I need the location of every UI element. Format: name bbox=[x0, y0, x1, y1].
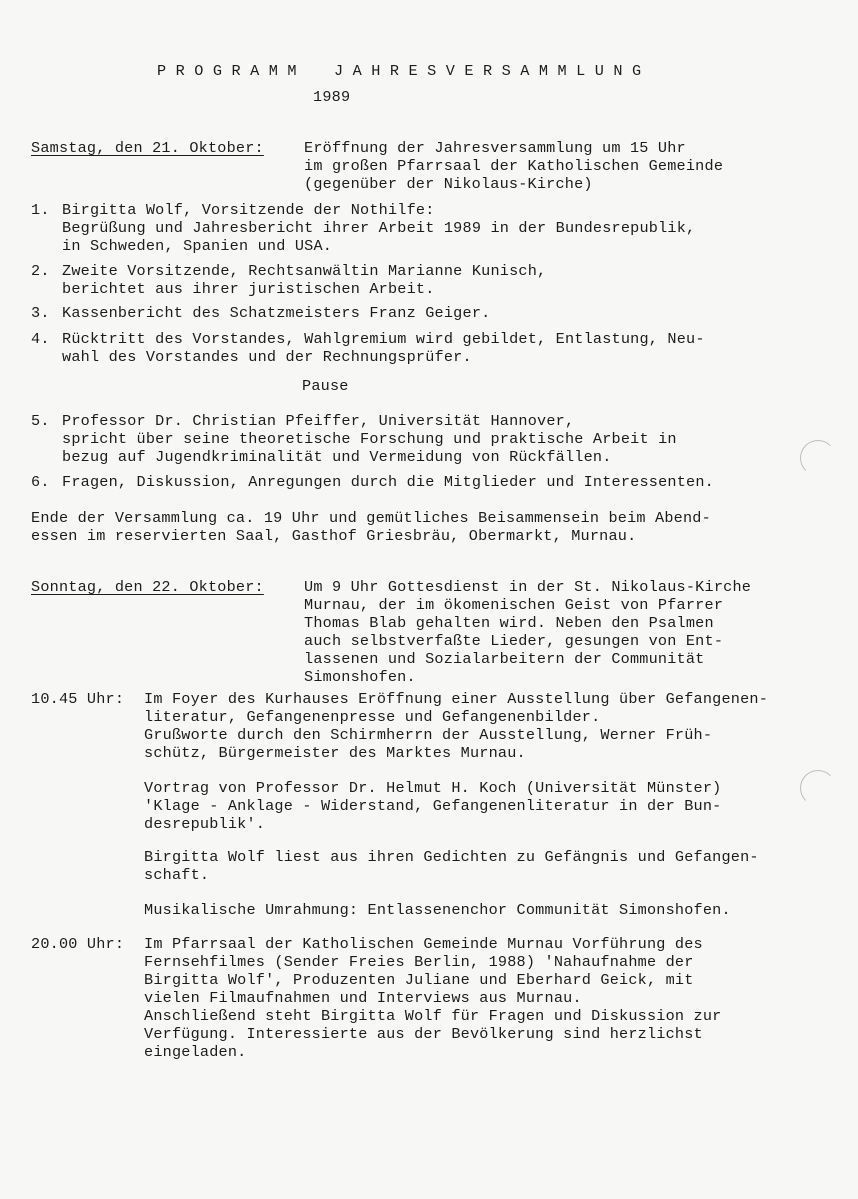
vortrag-line: desrepublik'. bbox=[144, 815, 266, 833]
item-line: wahl des Vorstandes und der Rechnungsprüfer. bbox=[62, 348, 472, 366]
item-number: 4. bbox=[31, 330, 50, 348]
saturday-intro-line: (gegenüber der Nikolaus-Kirche) bbox=[304, 175, 593, 193]
pause-label: Pause bbox=[302, 377, 349, 395]
saturday-intro-line: im großen Pfarrsaal der Katholischen Gemeinde bbox=[304, 157, 724, 175]
item-number: 5. bbox=[31, 412, 50, 430]
lesung-line: Birgitta Wolf liest aus ihren Gedichten zu Gefängnis und Gefangen- bbox=[144, 848, 759, 866]
sunday-heading: Sonntag, den 22. Oktober: bbox=[31, 578, 264, 596]
saturday-end-line: Ende der Versammlung ca. 19 Uhr und gemütliches Beisammensein beim Abend- bbox=[31, 509, 711, 527]
sunday-intro-line: lassenen und Sozialarbeitern der Communität bbox=[304, 650, 705, 668]
block-1045-line: Im Foyer des Kurhauses Eröffnung einer Ausstellung über Gefangenen- bbox=[144, 690, 769, 708]
sunday-intro-line: Thomas Blab gehalten wird. Neben den Psalmen bbox=[304, 614, 714, 632]
lesung-line: schaft. bbox=[144, 866, 210, 884]
block-2000-line: Anschließend steht Birgitta Wolf für Fragen und Diskussion zur bbox=[144, 1007, 722, 1025]
musik-line: Musikalische Umrahmung: Entlassenenchor Communität Simonshofen. bbox=[144, 901, 731, 919]
block-1045-line: schütz, Bürgermeister des Marktes Murnau. bbox=[144, 744, 526, 762]
item-line: Fragen, Diskussion, Anregungen durch die Mitglieder und Interessenten. bbox=[62, 473, 714, 491]
item-number: 3. bbox=[31, 304, 50, 322]
page-title: P R O G R A M M J A H R E S V E R S A M M L U N G bbox=[157, 62, 642, 80]
item-number: 1. bbox=[31, 201, 50, 219]
block-2000-line: Im Pfarrsaal der Katholischen Gemeinde Murnau Vorführung des bbox=[144, 935, 703, 953]
block-2000-line: eingeladen. bbox=[144, 1043, 247, 1061]
saturday-intro-line: Eröffnung der Jahresversammlung um 15 Uhr bbox=[304, 139, 686, 157]
block-1045-line: Grußworte durch den Schirmherrn der Ausstellung, Werner Früh- bbox=[144, 726, 713, 744]
block-2000-line: Verfügung. Interessierte aus der Bevölkerung sind herzlichst bbox=[144, 1025, 703, 1043]
sunday-intro-line: auch selbstverfaßte Lieder, gesungen von Ent- bbox=[304, 632, 724, 650]
block-1045-line: literatur, Gefangenenpresse und Gefangenenbilder. bbox=[144, 708, 601, 726]
punch-hole-mark bbox=[800, 440, 836, 476]
item-line: Kassenbericht des Schatzmeisters Franz Geiger. bbox=[62, 304, 491, 322]
item-line: spricht über seine theoretische Forschung und praktische Arbeit in bbox=[62, 430, 677, 448]
block-2000-line: vielen Filmaufnahmen und Interviews aus Murnau. bbox=[144, 989, 582, 1007]
item-line: Zweite Vorsitzende, Rechtsanwältin Marianne Kunisch, bbox=[62, 262, 547, 280]
block-2000-line: Fernsehfilmes (Sender Freies Berlin, 1988) 'Nahaufnahme der bbox=[144, 953, 694, 971]
punch-hole-mark bbox=[800, 770, 836, 806]
sunday-intro-line: Um 9 Uhr Gottesdienst in der St. Nikolaus-Kirche bbox=[304, 578, 752, 596]
item-line: Birgitta Wolf, Vorsitzende der Nothilfe: bbox=[62, 201, 435, 219]
time-label-1045: 10.45 Uhr: bbox=[31, 690, 125, 708]
vortrag-line: 'Klage - Anklage - Widerstand, Gefangenenliteratur in der Bun- bbox=[144, 797, 722, 815]
page-year: 1989 bbox=[313, 88, 351, 106]
sunday-intro-line: Simonshofen. bbox=[304, 668, 416, 686]
saturday-end-line: essen im reservierten Saal, Gasthof Griesbräu, Obermarkt, Murnau. bbox=[31, 527, 637, 545]
item-line: Professor Dr. Christian Pfeiffer, Universität Hannover, bbox=[62, 412, 575, 430]
item-line: in Schweden, Spanien und USA. bbox=[62, 237, 333, 255]
item-line: Begrüßung und Jahresbericht ihrer Arbeit 1989 in der Bundesrepublik, bbox=[62, 219, 696, 237]
time-label-2000: 20.00 Uhr: bbox=[31, 935, 125, 953]
item-line: Rücktritt des Vorstandes, Wahlgremium wird gebildet, Entlastung, Neu- bbox=[62, 330, 705, 348]
item-number: 2. bbox=[31, 262, 50, 280]
sunday-intro-line: Murnau, der im ökomenischen Geist von Pfarrer bbox=[304, 596, 724, 614]
item-number: 6. bbox=[31, 473, 50, 491]
saturday-heading: Samstag, den 21. Oktober: bbox=[31, 139, 264, 157]
vortrag-line: Vortrag von Professor Dr. Helmut H. Koch (Universität Münster) bbox=[144, 779, 722, 797]
block-2000-line: Birgitta Wolf', Produzenten Juliane und Eberhard Geick, mit bbox=[144, 971, 694, 989]
item-line: berichtet aus ihrer juristischen Arbeit. bbox=[62, 280, 435, 298]
item-line: bezug auf Jugendkriminalität und Vermeidung von Rückfällen. bbox=[62, 448, 612, 466]
